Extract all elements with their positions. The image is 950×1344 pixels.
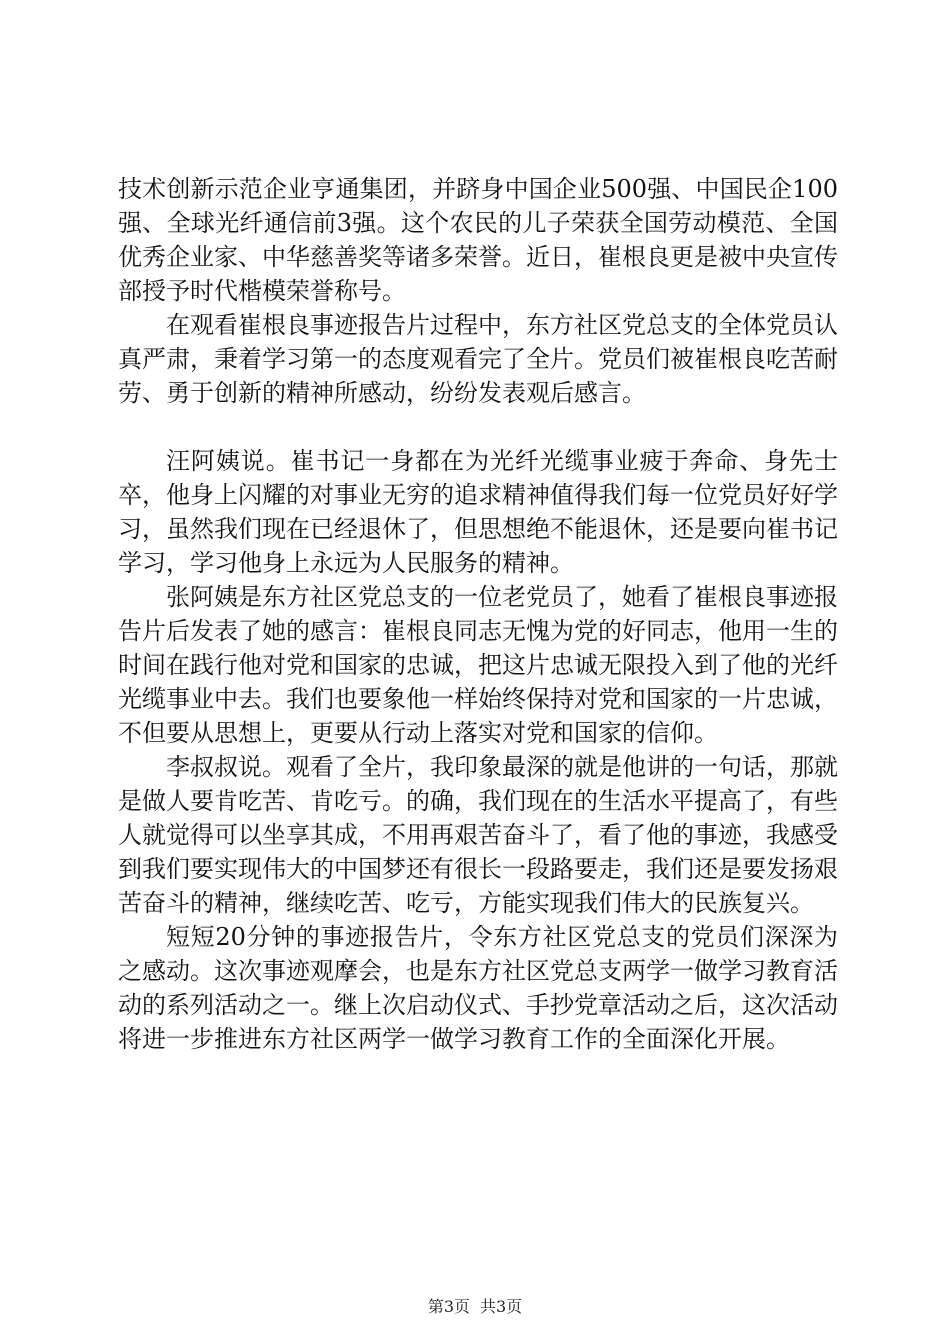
page-footer (0, 1296, 950, 1318)
paragraph-uncle-li: 李叔叔说。观看了全片，我印象最深的就是他讲的一句话，那就是做人要肯吃苦、肯吃亏。的确，我们现在的生活水平提高了，有些人就觉得可以坐享其成，不用再艰苦奋斗了，看了他的事迹，我感受到我们要实现伟大的中国梦还有很长一段路要走，我们还是要发扬艰苦奋斗的精神，继续吃苦、吃亏，方能实现我们伟大的民族复兴。 (118, 753, 838, 917)
paragraph-continued: 技术创新示范企业亨通集团，并跻身中国企业500强、中国民企100强、全球光纤通信前3强。这个农民的儿子荣获全国劳动模范、全国优秀企业家、中华慈善奖等诸多荣誉。近日，崔根良更是被中央宣传部授予时代楷模荣誉称号。 (118, 175, 838, 305)
paragraph-aunt-zhang: 张阿姨是东方社区党总支的一位老党员了，她看了崔根良事迹报告片后发表了她的感言：崔根良同志无愧为党的好同志，他用一生的时间在践行他对党和国家的忠诚，把这片忠诚无限投入到了他的光纤光缆事业中去。我们也要象他一样始终保持对党和国家的一片忠诚，不但要从思想上，更要从行动上落实对党和国家的信仰。 (118, 583, 838, 747)
paragraph-aunt-wang: 汪阿姨说。崔书记一身都在为光纤光缆事业疲于奔命、身先士卒，他身上闪耀的对事业无穷的追求精神值得我们每一位党员好好学习，虽然我们现在已经退休了，但思想绝不能退休，还是要向崔书记学习，学习他身上永远为人民服务的精神。 (118, 447, 838, 577)
paragraph-closing: 短短20分钟的事迹报告片，令东方社区党总支的党员们深深为之感动。这次事迹观摩会，也是东方社区党总支两学一做学习教育活动的系列活动之一。继上次启动仪式、手抄党章活动之后，这次活动将进一步推进东方社区两学一做学习教育工作的全面深化开展。 (118, 923, 838, 1053)
document-body (118, 172, 838, 1056)
page-total: 共3页 (480, 1297, 523, 1316)
paragraph-viewing: 在观看崔根良事迹报告片过程中，东方社区党总支的全体党员认真严肃，秉着学习第一的态度观看完了全片。党员们被崔根良吃苦耐劳、勇于创新的精神所感动，纷纷发表观后感言。 (118, 311, 838, 407)
page-number: 第3页 (427, 1297, 470, 1316)
